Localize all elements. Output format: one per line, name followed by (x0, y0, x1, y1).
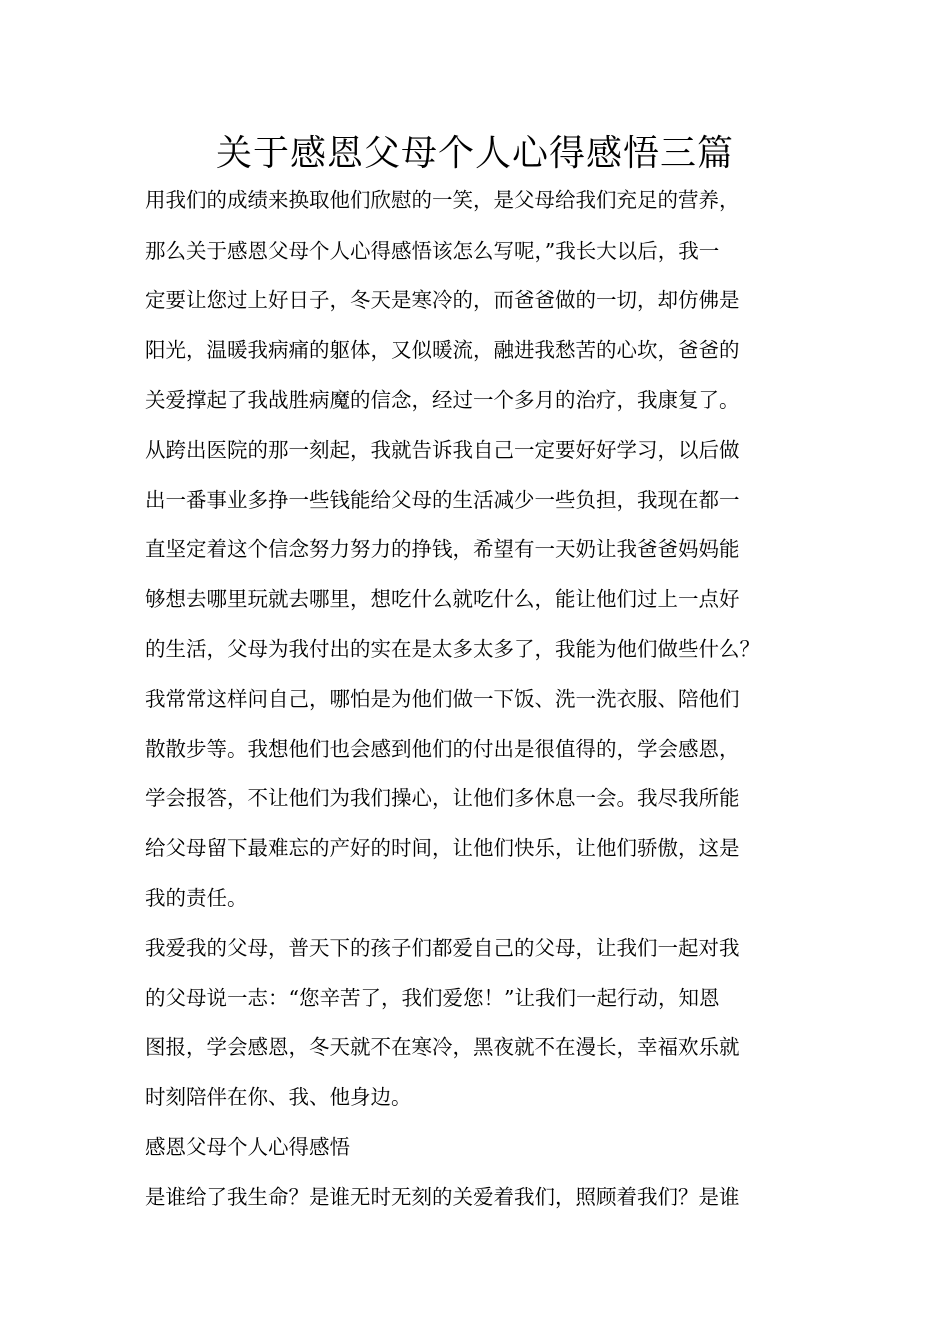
text-line-7: 出一番事业多挣一些钱能给父母的生活减少一些负担，我现在都一 (145, 488, 740, 512)
text-line-13: 学会报答，不让他们为我们操心，让他们多休息一会。我尽我所能 (145, 786, 740, 810)
text-line-4: 阳光，温暖我病痛的躯体，又似暖流，融进我愁苦的心坎，爸爸的 (145, 338, 740, 362)
text-line-5: 关爱撑起了我战胜病魔的信念，经过一个多月的治疗，我康复了。 (145, 388, 740, 412)
text-line-11: 我常常这样问自己，哪怕是为他们做一下饭、洗一洗衣服、陪他们 (145, 687, 740, 711)
text-line-3: 定要让您过上好日子，冬天是寒冷的，而爸爸做的一切，却仿佛是 (145, 288, 740, 312)
document-title: 关于感恩父母个人心得感悟三篇 (215, 133, 734, 174)
text-line-18: 图报，学会感恩，冬天就不在寒冷，黑夜就不在漫长，幸福欢乐就 (145, 1035, 740, 1059)
text-line-6: 从跨出医院的那一刻起，我就告诉我自己一定要好好学习，以后做 (145, 438, 740, 462)
text-line-16: 我爱我的父母，普天下的孩子们都爱自己的父母，让我们一起对我 (145, 936, 740, 960)
text-line-2: 那么关于感恩父母个人心得感悟该怎么写呢，”我长大以后，我一 (145, 239, 720, 263)
text-line-21: 是谁给了我生命？是谁无时无刻的关爱着我们，照顾着我们？是谁 (145, 1185, 740, 1209)
text-line-14: 给父母留下最难忘的产好的时间，让他们快乐，让他们骄傲，这是 (145, 836, 740, 860)
text-line-17: 的父母说一志：“您辛苦了，我们爱您！”让我们一起行动，知恩 (145, 986, 720, 1010)
text-line-19: 时刻陪伴在你、我、他身边。 (145, 1085, 412, 1109)
text-line-15: 我的责任。 (145, 886, 248, 910)
text-line-8: 直坚定着这个信念努力努力的挣钱，希望有一天奶让我爸爸妈妈能 (145, 537, 740, 561)
text-line-10: 的生活，父母为我付出的实在是太多太多了，我能为他们做些什么？ (145, 637, 760, 661)
text-line-9: 够想去哪里玩就去哪里，想吃什么就吃什么，能让他们过上一点好 (145, 587, 740, 611)
text-line-12: 散散步等。我想他们也会感到他们的付出是很值得的，学会感恩， (145, 737, 740, 761)
text-line-20: 感恩父母个人心得感悟 (145, 1135, 350, 1159)
text-line-1: 用我们的成绩来换取他们欣慰的一笑，是父母给我们充足的营养， (145, 188, 740, 212)
